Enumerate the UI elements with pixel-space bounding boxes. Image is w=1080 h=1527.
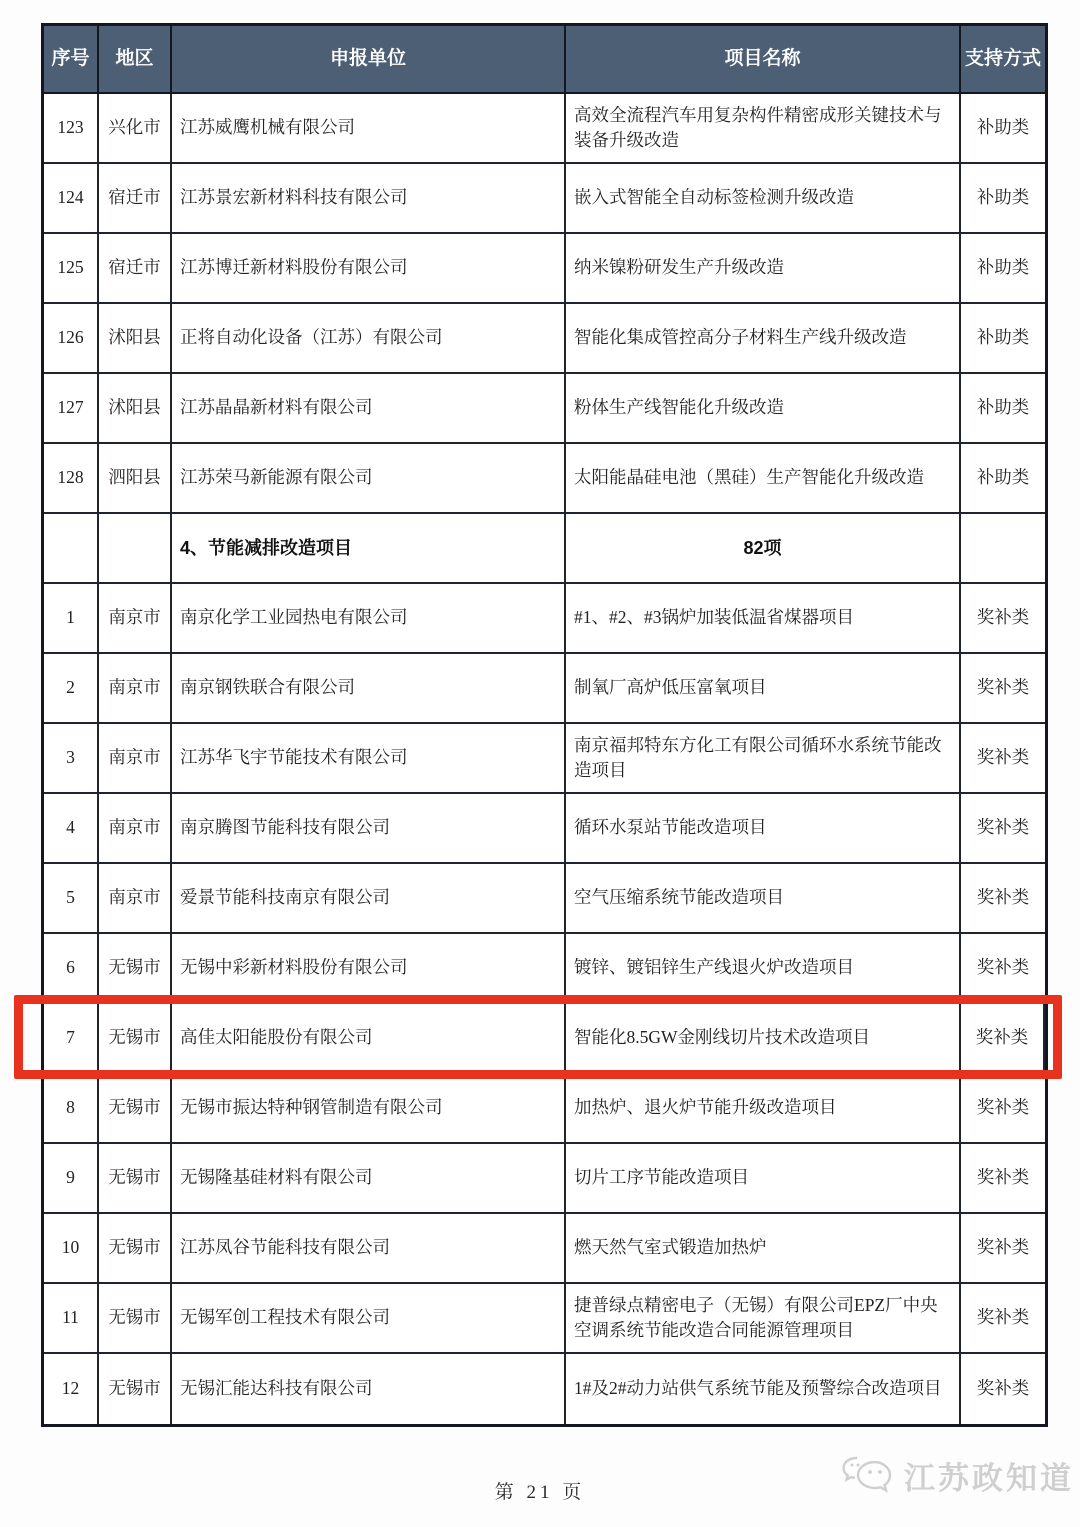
seq-cell — [44, 514, 99, 584]
project-table — [41, 23, 1048, 1427]
seq-cell: 9 — [44, 1144, 99, 1214]
support-cell: 补助类 — [961, 374, 1045, 444]
org-cell: 南京腾图节能科技有限公司 — [172, 794, 566, 864]
table-row — [44, 304, 1045, 374]
support-cell: 补助类 — [961, 94, 1045, 164]
region-cell: 南京市 — [99, 654, 172, 724]
seq-cell: 3 — [44, 724, 99, 794]
support-cell: 奖补类 — [961, 1284, 1045, 1354]
support-cell: 奖补类 — [961, 864, 1045, 934]
seq-cell: 127 — [44, 374, 99, 444]
support-cell: 补助类 — [961, 444, 1045, 514]
org-cell: 江苏荣马新能源有限公司 — [172, 444, 566, 514]
table-row — [44, 794, 1045, 864]
project-cell: #1、#2、#3锅炉加装低温省煤器项目 — [566, 584, 961, 654]
project-cell: 嵌入式智能全自动标签检测升级改造 — [566, 164, 961, 234]
region-cell: 沭阳县 — [99, 304, 172, 374]
seq-cell: 2 — [44, 654, 99, 724]
region-cell: 兴化市 — [99, 94, 172, 164]
project-cell: 捷普绿点精密电子（无锡）有限公司EPZ厂中央空调系统节能改造合同能源管理项目 — [566, 1284, 961, 1354]
project-cell: 空气压缩系统节能改造项目 — [566, 864, 961, 934]
org-cell: 江苏博迁新材料股份有限公司 — [172, 234, 566, 304]
region-cell: 泗阳县 — [99, 444, 172, 514]
org-cell: 南京钢铁联合有限公司 — [172, 654, 566, 724]
org-cell: 南京化学工业园热电有限公司 — [172, 584, 566, 654]
region-cell: 沭阳县 — [99, 374, 172, 444]
watermark — [840, 1452, 1074, 1498]
seq-cell: 1 — [44, 584, 99, 654]
project-cell: 加热炉、退火炉节能升级改造项目 — [566, 1074, 961, 1144]
support-cell: 奖补类 — [961, 934, 1045, 1004]
seq-cell: 126 — [44, 304, 99, 374]
project-cell: 制氧厂高炉低压富氧项目 — [566, 654, 961, 724]
org-cell: 江苏威鹰机械有限公司 — [172, 94, 566, 164]
support-cell: 补助类 — [961, 304, 1045, 374]
project-cell: 南京福邦特东方化工有限公司循环水系统节能改造项目 — [566, 724, 961, 794]
region-cell: 无锡市 — [99, 1354, 172, 1424]
support-cell: 补助类 — [961, 164, 1045, 234]
table-row — [44, 864, 1045, 934]
project-cell: 82项 — [566, 514, 961, 584]
header-row — [44, 26, 1045, 94]
table-row — [44, 1354, 1045, 1424]
header-support-cell: 支持方式 — [961, 26, 1045, 94]
support-cell: 奖补类 — [961, 794, 1045, 864]
seq-cell: 5 — [44, 864, 99, 934]
table-row — [44, 1144, 1045, 1214]
table-row — [44, 934, 1045, 1004]
support-cell: 奖补类 — [961, 654, 1045, 724]
org-cell: 4、节能减排改造项目 — [172, 514, 566, 584]
support-cell: 奖补类 — [961, 1004, 1045, 1074]
project-cell: 太阳能晶硅电池（黑硅）生产智能化升级改造 — [566, 444, 961, 514]
table-row — [44, 724, 1045, 794]
support-cell — [961, 514, 1045, 584]
region-cell: 无锡市 — [99, 1284, 172, 1354]
project-cell: 粉体生产线智能化升级改造 — [566, 374, 961, 444]
table-row — [44, 374, 1045, 444]
table-row — [44, 94, 1045, 164]
table-row — [44, 164, 1045, 234]
region-cell: 无锡市 — [99, 1074, 172, 1144]
org-cell: 江苏景宏新材料科技有限公司 — [172, 164, 566, 234]
region-cell: 南京市 — [99, 584, 172, 654]
seq-cell: 11 — [44, 1284, 99, 1354]
region-cell: 无锡市 — [99, 934, 172, 1004]
org-cell: 爱景节能科技南京有限公司 — [172, 864, 566, 934]
seq-cell: 10 — [44, 1214, 99, 1284]
org-cell: 无锡汇能达科技有限公司 — [172, 1354, 566, 1424]
support-cell: 奖补类 — [961, 1214, 1045, 1284]
org-cell: 无锡中彩新材料股份有限公司 — [172, 934, 566, 1004]
header-seq-cell: 序号 — [44, 26, 99, 94]
project-cell: 1#及2#动力站供气系统节能及预警综合改造项目 — [566, 1354, 961, 1424]
table-row — [44, 234, 1045, 304]
region-cell: 无锡市 — [99, 1214, 172, 1284]
table-row — [44, 1074, 1045, 1144]
table-row — [44, 1284, 1045, 1354]
support-cell: 奖补类 — [961, 584, 1045, 654]
support-cell: 补助类 — [961, 234, 1045, 304]
project-cell: 燃天然气室式锻造加热炉 — [566, 1214, 961, 1284]
org-cell: 无锡隆基硅材料有限公司 — [172, 1144, 566, 1214]
project-cell: 切片工序节能改造项目 — [566, 1144, 961, 1214]
project-cell: 高效全流程汽车用复杂构件精密成形关键技术与装备升级改造 — [566, 94, 961, 164]
seq-cell: 4 — [44, 794, 99, 864]
region-cell: 南京市 — [99, 724, 172, 794]
chat-bubbles-icon — [840, 1452, 898, 1498]
region-cell: 南京市 — [99, 864, 172, 934]
header-org-cell: 申报单位 — [172, 26, 566, 94]
page-number: 第 21 页 — [494, 1482, 586, 1503]
project-cell: 纳米镍粉研发生产升级改造 — [566, 234, 961, 304]
org-cell: 无锡市振达特种钢管制造有限公司 — [172, 1074, 566, 1144]
seq-cell: 8 — [44, 1074, 99, 1144]
region-cell: 无锡市 — [99, 1004, 172, 1074]
support-cell: 奖补类 — [976, 1378, 1030, 1399]
project-cell: 智能化8.5GW金刚线切片技术改造项目 — [566, 1004, 961, 1074]
project-cell: 镀锌、镀铝锌生产线退火炉改造项目 — [566, 934, 961, 1004]
region-cell: 宿迁市 — [99, 164, 172, 234]
seq-cell: 124 — [44, 164, 99, 234]
org-cell: 江苏华飞宇节能技术有限公司 — [172, 724, 566, 794]
table-row — [44, 444, 1045, 514]
seq-cell: 7 — [44, 1004, 99, 1074]
org-cell: 高佳太阳能股份有限公司 — [172, 1004, 566, 1074]
section-row — [44, 514, 1045, 584]
region-cell — [99, 514, 172, 584]
watermark-text: 江苏政知道 — [904, 1460, 1074, 1496]
table-row — [44, 654, 1045, 724]
seq-cell: 128 — [44, 444, 99, 514]
region-cell: 南京市 — [99, 794, 172, 864]
support-cell: 奖补类 — [961, 1144, 1045, 1214]
seq-cell: 125 — [44, 234, 99, 304]
table-row — [44, 584, 1045, 654]
org-cell: 江苏凤谷节能科技有限公司 — [172, 1214, 566, 1284]
org-cell: 江苏晶晶新材料有限公司 — [172, 374, 566, 444]
region-cell: 宿迁市 — [99, 234, 172, 304]
seq-cell: 123 — [44, 94, 99, 164]
project-cell: 智能化集成管控高分子材料生产线升级改造 — [566, 304, 961, 374]
seq-cell: 6 — [44, 934, 99, 1004]
table-row — [44, 1004, 1045, 1074]
org-cell: 无锡军创工程技术有限公司 — [172, 1284, 566, 1354]
region-cell: 无锡市 — [99, 1144, 172, 1214]
seq-cell: 12 — [44, 1354, 99, 1424]
support-cell: 奖补类 — [961, 724, 1045, 794]
project-cell: 循环水泵站节能改造项目 — [566, 794, 961, 864]
org-cell: 正将自动化设备（江苏）有限公司 — [172, 304, 566, 374]
table-row — [44, 1214, 1045, 1284]
header-region-cell: 地区 — [99, 26, 172, 94]
header-project-cell: 项目名称 — [566, 26, 961, 94]
support-cell: 奖补类 — [961, 1074, 1045, 1144]
